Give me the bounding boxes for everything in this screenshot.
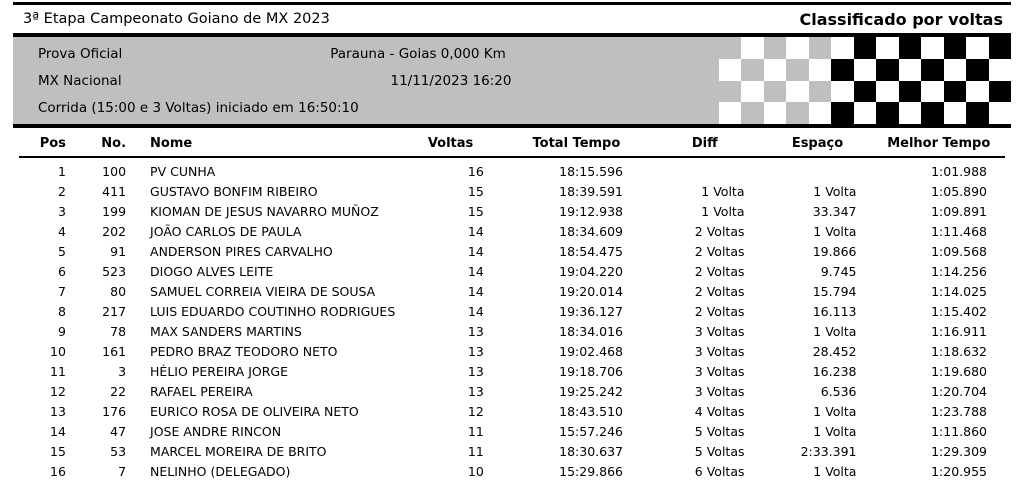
cell-pos: 11 xyxy=(50,364,66,379)
table-row[interactable] xyxy=(19,442,1005,462)
cell-total: 19:12.938 xyxy=(559,204,624,219)
cell-pos: 12 xyxy=(50,384,66,399)
table-row[interactable] xyxy=(19,382,1005,402)
cell-no: 411 xyxy=(102,184,127,199)
cell-diff: 2 Voltas xyxy=(694,224,745,239)
cell-nome: KIOMAN DE JESUS NAVARRO MUÑOZ xyxy=(150,204,379,219)
cell-no: 199 xyxy=(102,204,127,219)
cell-no: 7 xyxy=(118,464,127,479)
cell-total: 18:54.475 xyxy=(559,244,624,259)
results-table xyxy=(19,136,1005,482)
cell-nome: NELINHO (DELEGADO) xyxy=(150,464,291,479)
cell-nome: SAMUEL CORREIA VIEIRA DE SOUSA xyxy=(150,284,376,299)
table-row[interactable] xyxy=(19,462,1005,482)
cell-no: 78 xyxy=(110,324,127,339)
cell-espaco: 1 Volta xyxy=(813,404,857,419)
table-row[interactable] xyxy=(19,402,1005,422)
cell-nome: MAX SANDERS MARTINS xyxy=(150,324,302,339)
cell-nome: ANDERSON PIRES CARVALHO xyxy=(150,244,333,259)
cell-diff: 3 Voltas xyxy=(694,364,745,379)
cell-no: 202 xyxy=(102,224,127,239)
cell-total: 18:15.596 xyxy=(559,164,624,179)
cell-espaco: 9.745 xyxy=(820,264,857,279)
flag-cell xyxy=(921,102,944,124)
table-row[interactable] xyxy=(19,242,1005,262)
cell-total: 18:43.510 xyxy=(559,404,624,419)
cell-total: 19:02.468 xyxy=(559,344,624,359)
cell-pos: 7 xyxy=(57,284,66,299)
flag-cell xyxy=(719,102,742,124)
cell-diff: 5 Voltas xyxy=(694,444,745,459)
cell-pos: 2 xyxy=(57,184,66,199)
cell-no: 47 xyxy=(110,424,127,439)
cell-total: 18:34.609 xyxy=(559,224,624,239)
cell-diff xyxy=(647,157,762,182)
table-row[interactable] xyxy=(19,362,1005,382)
table-row[interactable] xyxy=(19,302,1005,322)
cell-nome: PV CUNHA xyxy=(150,164,216,179)
cell-voltas: 13 xyxy=(467,384,484,399)
cell-pos: 9 xyxy=(57,324,66,339)
cell-diff: 4 Voltas xyxy=(694,404,745,419)
cell-melhor: 1:29.309 xyxy=(931,444,987,459)
cell-espaco: 2:33.391 xyxy=(800,444,857,459)
cell-espaco: 1 Volta xyxy=(813,424,857,439)
cell-nome: EURICO ROSA DE OLIVEIRA NETO xyxy=(150,404,359,419)
cell-voltas: 13 xyxy=(467,364,484,379)
cell-total: 15:57.246 xyxy=(559,424,624,439)
page-subtitle: Classificado por voltas xyxy=(799,9,1003,29)
cell-total: 19:25.242 xyxy=(559,384,624,399)
cell-melhor: 1:18.632 xyxy=(931,344,987,359)
cell-voltas: 15 xyxy=(467,184,484,199)
flag-cell xyxy=(899,102,922,124)
cell-melhor: 1:01.988 xyxy=(931,164,987,179)
results-table-head xyxy=(19,136,1005,157)
cell-total: 15:29.866 xyxy=(559,464,624,479)
cell-voltas: 12 xyxy=(467,404,484,419)
cell-diff: 3 Voltas xyxy=(694,384,745,399)
cell-espaco: 16.238 xyxy=(812,364,857,379)
cell-pos: 4 xyxy=(57,224,66,239)
cell-nome: HÉLIO PEREIRA JORGE xyxy=(150,364,288,379)
cell-nome: JOÃO CARLOS DE PAULA xyxy=(150,224,302,239)
cell-voltas: 16 xyxy=(467,164,484,179)
cell-pos: 16 xyxy=(50,464,66,479)
cell-no: 176 xyxy=(102,404,127,419)
cell-total: 19:36.127 xyxy=(559,304,624,319)
cell-pos: 13 xyxy=(50,404,66,419)
flag-cell xyxy=(764,102,787,124)
cell-melhor: 1:16.911 xyxy=(931,324,987,339)
cell-diff: 5 Voltas xyxy=(694,424,745,439)
column-header-total: Total Tempo xyxy=(506,136,647,157)
cell-nome: DIOGO ALVES LEITE xyxy=(150,264,274,279)
cell-diff: 2 Voltas xyxy=(694,244,745,259)
cell-pos: 1 xyxy=(57,164,66,179)
table-row[interactable] xyxy=(19,282,1005,302)
race-info-band xyxy=(13,33,1011,128)
cell-pos: 5 xyxy=(57,244,66,259)
cell-espaco: 1 Volta xyxy=(813,464,857,479)
cell-total: 18:39.591 xyxy=(559,184,624,199)
cell-total: 18:34.016 xyxy=(559,324,624,339)
cell-melhor: 1:09.568 xyxy=(931,244,987,259)
flag-cell xyxy=(944,102,967,124)
flag-cell xyxy=(854,102,877,124)
cell-voltas: 11 xyxy=(467,444,484,459)
cell-voltas: 14 xyxy=(467,244,484,259)
cell-total: 19:18.706 xyxy=(559,364,624,379)
cell-pos: 15 xyxy=(50,444,66,459)
cell-voltas: 14 xyxy=(467,304,484,319)
flag-cell xyxy=(989,102,1012,124)
cell-espaco: 28.452 xyxy=(812,344,857,359)
cell-no: 3 xyxy=(118,364,127,379)
race-start-label: Corrida (15:00 e 3 Voltas) iniciado em 16:50:10 xyxy=(38,100,359,116)
page-title: 3ª Etapa Campeonato Goiano de MX 2023 xyxy=(23,11,330,27)
cell-voltas: 10 xyxy=(467,464,484,479)
cell-nome: GUSTAVO BONFIM RIBEIRO xyxy=(150,184,318,199)
cell-voltas: 11 xyxy=(467,424,484,439)
cell-total: 19:04.220 xyxy=(559,264,624,279)
table-row[interactable] xyxy=(19,342,1005,362)
cell-melhor: 1:11.468 xyxy=(931,224,987,239)
cell-pos: 10 xyxy=(50,344,66,359)
cell-no: 91 xyxy=(110,244,127,259)
column-header-espaco: Espaço xyxy=(763,136,873,157)
cell-pos: 8 xyxy=(57,304,66,319)
cell-pos: 14 xyxy=(50,424,66,439)
cell-no: 523 xyxy=(102,264,127,279)
cell-voltas: 15 xyxy=(467,204,484,219)
cell-melhor: 1:15.402 xyxy=(931,304,987,319)
cell-espaco: 6.536 xyxy=(820,384,857,399)
flag-cell xyxy=(741,102,764,124)
cell-voltas: 14 xyxy=(467,284,484,299)
cell-melhor: 1:09.891 xyxy=(931,204,987,219)
cell-melhor: 1:19.680 xyxy=(931,364,987,379)
cell-espaco xyxy=(763,157,873,182)
cell-no: 161 xyxy=(102,344,127,359)
cell-pos: 3 xyxy=(57,204,66,219)
cell-nome: RAFAEL PEREIRA xyxy=(150,384,253,399)
table-row[interactable] xyxy=(19,222,1005,242)
cell-diff: 3 Voltas xyxy=(694,344,745,359)
cell-no: 22 xyxy=(110,384,127,399)
cell-diff: 3 Voltas xyxy=(694,324,745,339)
cell-nome: LUIS EDUARDO COUTINHO RODRIGUES xyxy=(150,304,396,319)
cell-no: 53 xyxy=(110,444,127,459)
table-row[interactable] xyxy=(19,157,1005,182)
cell-melhor: 1:23.788 xyxy=(931,404,987,419)
cell-voltas: 13 xyxy=(467,344,484,359)
cell-total: 19:20.014 xyxy=(559,284,624,299)
cell-espaco: 16.113 xyxy=(812,304,857,319)
cell-melhor: 1:20.704 xyxy=(931,384,987,399)
flag-cell xyxy=(696,102,719,124)
table-row[interactable] xyxy=(19,202,1005,222)
cell-nome: PEDRO BRAZ TEODORO NETO xyxy=(150,344,338,359)
table-row[interactable] xyxy=(19,422,1005,442)
flag-cell xyxy=(651,102,674,124)
cell-diff: 6 Voltas xyxy=(694,464,745,479)
flag-cell xyxy=(876,102,899,124)
cell-no: 217 xyxy=(102,304,127,319)
cell-espaco: 1 Volta xyxy=(813,324,857,339)
cell-nome: MARCEL MOREIRA DE BRITO xyxy=(150,444,327,459)
cell-total: 18:30.637 xyxy=(559,444,624,459)
cell-voltas: 14 xyxy=(467,224,484,239)
cell-espaco: 1 Volta xyxy=(813,184,857,199)
category-label: MX Nacional xyxy=(38,73,122,89)
column-header-pos: Pos xyxy=(19,136,66,157)
venue-label: Parauna - Goias 0,000 Km xyxy=(330,46,506,62)
cell-melhor: 1:20.955 xyxy=(931,464,987,479)
flag-cell xyxy=(966,102,989,124)
table-row[interactable] xyxy=(19,182,1005,202)
cell-espaco: 15.794 xyxy=(812,284,857,299)
column-header-no: No. xyxy=(66,136,132,157)
cell-no: 80 xyxy=(110,284,127,299)
cell-diff: 1 Volta xyxy=(701,184,745,199)
cell-melhor: 1:14.256 xyxy=(931,264,987,279)
cell-espaco: 1 Volta xyxy=(813,224,857,239)
table-header-row xyxy=(19,136,1005,157)
cell-diff: 2 Voltas xyxy=(694,264,745,279)
column-header-voltas: Voltas xyxy=(395,136,506,157)
flag-cell xyxy=(809,102,832,124)
cell-nome: JOSE ANDRE RINCON xyxy=(150,424,282,439)
cell-diff: 1 Volta xyxy=(701,204,745,219)
cell-melhor: 1:05.890 xyxy=(931,184,987,199)
results-table-container xyxy=(19,136,1005,482)
flag-cell xyxy=(786,102,809,124)
cell-melhor: 1:11.860 xyxy=(931,424,987,439)
cell-melhor: 1:14.025 xyxy=(931,284,987,299)
cell-no: 100 xyxy=(102,164,127,179)
table-row[interactable] xyxy=(19,322,1005,342)
cell-voltas: 13 xyxy=(467,324,484,339)
cell-espaco: 19.866 xyxy=(812,244,857,259)
cell-pos: 6 xyxy=(57,264,66,279)
datetime-label: 11/11/2023 16:20 xyxy=(390,73,512,89)
flag-cell xyxy=(674,102,697,124)
column-header-diff: Diff xyxy=(647,136,762,157)
flag-cell xyxy=(831,102,854,124)
table-row[interactable] xyxy=(19,262,1005,282)
cell-diff: 2 Voltas xyxy=(694,284,745,299)
cell-espaco: 33.347 xyxy=(812,204,857,219)
event-type-label: Prova Oficial xyxy=(38,46,123,62)
document-header xyxy=(13,5,1011,33)
cell-voltas: 14 xyxy=(467,264,484,279)
column-header-melhor: Melhor Tempo xyxy=(872,136,1005,157)
column-header-nome: Nome xyxy=(132,136,395,157)
results-table-body xyxy=(19,157,1005,482)
cell-diff: 2 Voltas xyxy=(694,304,745,319)
